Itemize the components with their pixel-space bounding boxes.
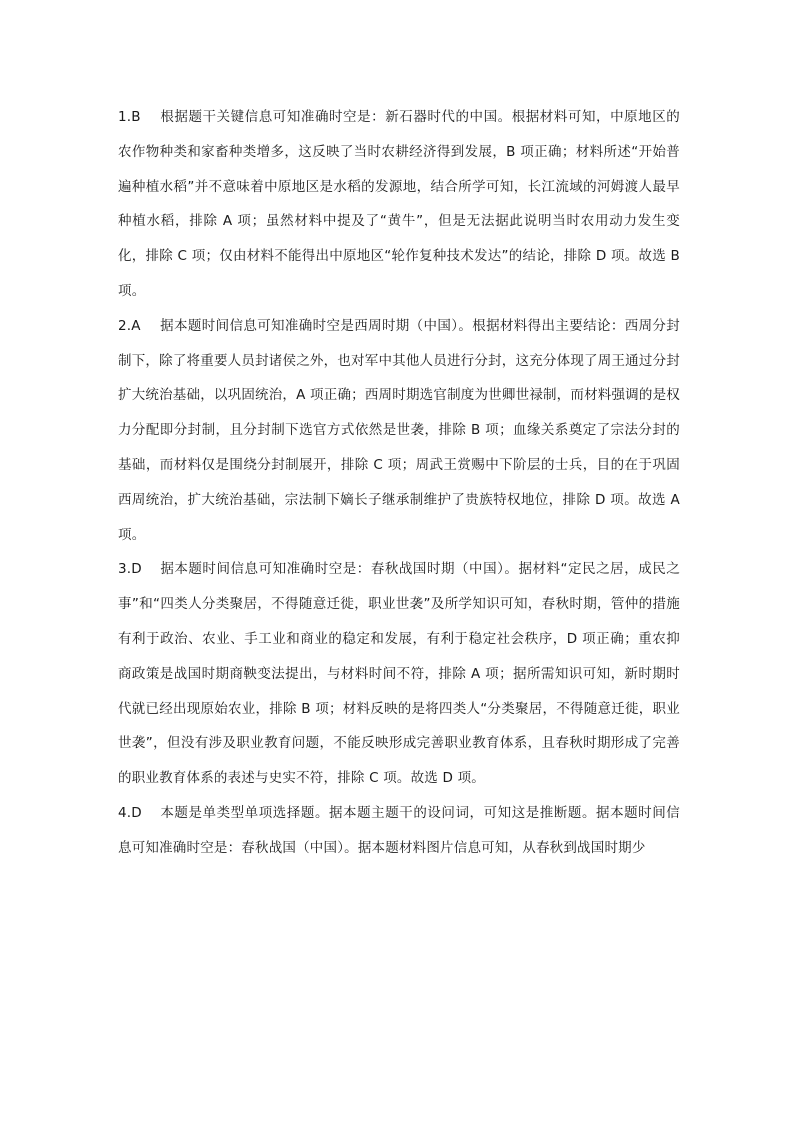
answer-number: 2.A [118,317,141,334]
answer-explanations [118,100,680,866]
answer-number: 4.D [118,804,142,821]
answer-number: 3.D [118,561,142,578]
answer-number: 1.B [118,109,141,125]
answer-item-3 [118,552,680,796]
answer-item-1 [118,100,680,309]
answer-text: 据本题时间信息可知准确时空是西周时期（中国）。根据材料得出主要结论：西周分封制下，除了将重要人员封诸侯之外，也对军中其他人员进行分封，这充分体现了周王通过分封扩大统治基础，以巩固统治，A 项正确；西周时期选官制度为世卿世禄制，而材料强调的是权力分配即分封制，且分封制下选官方式依然是世袭，排除 B 项；血缘关系奠定了宗法分封的基础，而材料仅是围绕分封制展开，排除 C 项；周武王赏赐中下阶层的士兵，目的在于巩固西周统治，扩大统治基础，宗法制下嫡长子继承制维护了贵族特权地位，排除 D 项。故选 A 项。 [118,317,680,543]
answer-text: 根据题干关键信息可知准确时空是：新石器时代的中国。根据材料可知，中原地区的农作物种类和家畜种类增多，这反映了当时农耕经济得到发展，B 项正确；材料所述“开始普遍种植水稻”并不意味着中原地区是水稻的发源地，结合所学可知，长江流域的河姆渡人最早种植水稻，排除 A 项；虽然材料中提及了“黄牛”，但是无法据此说明当时农用动力发生变化，排除 C 项；仅由材料不能得出中原地区“轮作复种技术发达”的结论，排除 D 项。故选 B 项。 [118,109,680,299]
answer-text: 据本题时间信息可知准确时空是：春秋战国时期（中国）。据材料“定民之居，成民之事”和“四类人分类聚居，不得随意迁徙，职业世袭”及所学知识可知，春秋时期，管仲的措施有利于政治、农业、手工业和商业的稳定和发展，有利于稳定社会秩序，D 项正确；重农抑商政策是战国时期商鞅变法提出，与材料时间不符，排除 A 项；据所需知识可知，新时期时代就已经出现原始农业，排除 B 项；材料反映的是将四类人“分类聚居，不得随意迁徙，职业世袭”，但没有涉及职业教育问题，不能反映形成完善职业教育体系，且春秋时期形成了完善的职业教育体系的表述与史实不符，排除 C 项。故选 D 项。 [118,561,680,787]
answer-text: 本题是单类型单项选择题。据本题主题干的设问词，可知这是推断题。据本题时间信息可知准确时空是：春秋战国（中国）。据本题材料图片信息可知，从春秋到战国时期少 [118,804,680,856]
answer-item-4 [118,796,680,866]
answer-item-2 [118,309,680,553]
